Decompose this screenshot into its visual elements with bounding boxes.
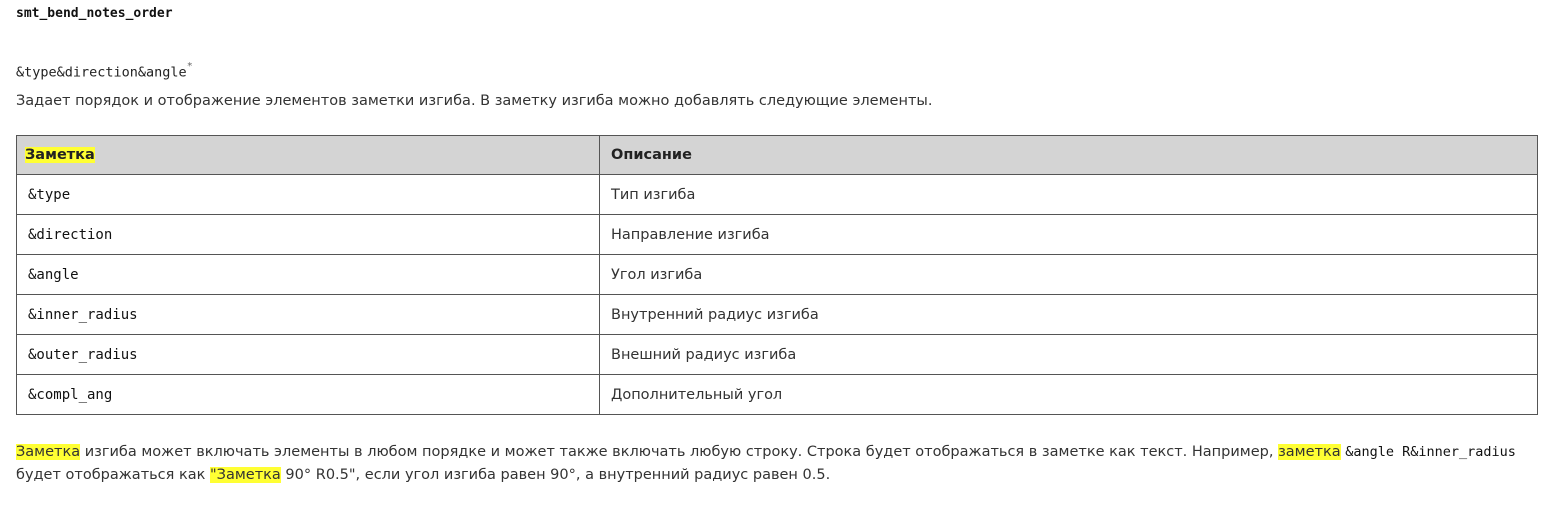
description-cell: Внешний радиус изгиба bbox=[600, 335, 1538, 375]
table-row bbox=[17, 215, 1538, 255]
notes-table bbox=[16, 135, 1538, 415]
default-value-marker: * bbox=[186, 61, 193, 72]
description-cell: Угол изгиба bbox=[600, 255, 1538, 295]
table-row bbox=[17, 255, 1538, 295]
parameter-name: smt_bend_notes_order bbox=[16, 6, 173, 21]
note-cell: &compl_ang bbox=[17, 375, 600, 415]
footer-paragraph bbox=[16, 441, 1546, 487]
highlighted-term: заметка bbox=[1278, 444, 1341, 460]
parameter-description: Задает порядок и отображение элементов заметки изгиба. В заметку изгиба можно добавлять следующие элементы. bbox=[16, 93, 933, 109]
header-note bbox=[17, 136, 600, 175]
highlighted-term: Заметка bbox=[16, 444, 81, 460]
default-value-text: &type&direction&angle bbox=[16, 64, 187, 81]
description-cell: Тип изгиба bbox=[600, 175, 1538, 215]
table-row bbox=[17, 375, 1538, 415]
footer-text: 90° R0.5", если угол изгиба равен 90°, а внутренний радиус равен 0.5. bbox=[280, 467, 831, 483]
header-description: Описание bbox=[600, 136, 1538, 175]
header-note-label: Заметка bbox=[25, 147, 95, 163]
description-cell: Направление изгиба bbox=[600, 215, 1538, 255]
note-cell: &angle bbox=[17, 255, 600, 295]
table-row bbox=[17, 335, 1538, 375]
footer-text: изгиба может включать элементы в любом порядке и может также включать любую строку. Строка будет отображаться в заметке как текст. Например, bbox=[80, 444, 1279, 460]
table-row bbox=[17, 175, 1538, 215]
note-cell: &direction bbox=[17, 215, 600, 255]
description-cell: Внутренний радиус изгиба bbox=[600, 295, 1538, 335]
table-row bbox=[17, 295, 1538, 335]
note-cell: &inner_radius bbox=[17, 295, 600, 335]
default-value bbox=[16, 63, 193, 81]
table-header-row bbox=[17, 136, 1538, 175]
description-cell: Дополнительный угол bbox=[600, 375, 1538, 415]
note-cell: &type bbox=[17, 175, 600, 215]
highlighted-term: "Заметка bbox=[210, 467, 281, 483]
example-code: &angle R&inner_radius bbox=[1345, 444, 1516, 460]
note-cell: &outer_radius bbox=[17, 335, 600, 375]
footer-text: будет отображаться как bbox=[16, 467, 211, 483]
